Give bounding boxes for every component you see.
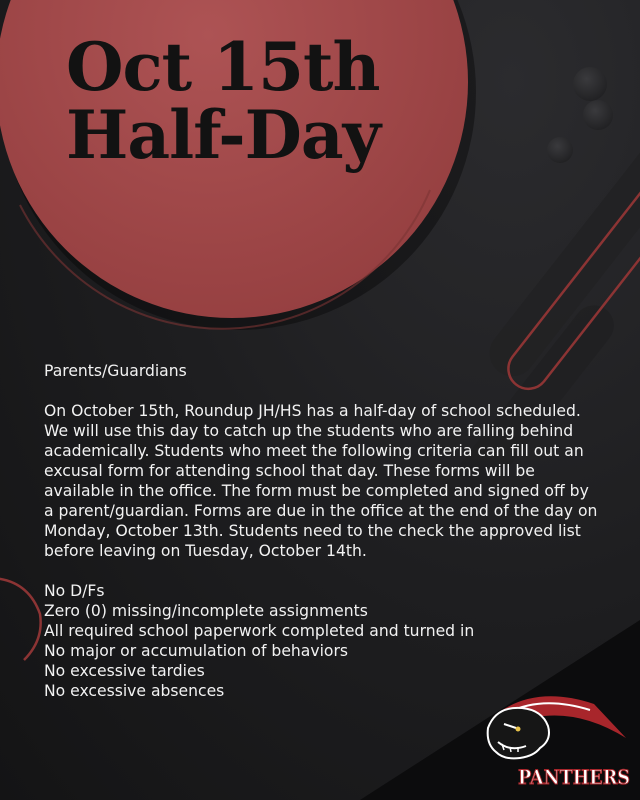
criteria-item: No D/Fs xyxy=(44,582,105,600)
decor-sphere-2 xyxy=(583,100,613,130)
body-text xyxy=(44,361,600,701)
criteria-item: No major or accumulation of behaviors xyxy=(44,642,348,660)
logo-text: PANTHERS xyxy=(518,765,630,789)
announcement-paragraph: On October 15th, Roundup JH/HS has a half-day of school scheduled. We will use this day to catch up the students who are falling behind academically. Students who meet the following criteria can fill out an excusal form for attending school that day. These forms will be available in the office. The form must be completed and signed off by a parent/guardian. Forms are due in the office at the end of the day on Monday, October 13th. Students need to the check the approved list before leaving on Tuesday, October 14th. xyxy=(44,402,598,560)
title-line-1: Oct 15th xyxy=(66,28,380,106)
criteria-item: No excessive absences xyxy=(44,682,225,700)
salutation: Parents/Guardians xyxy=(44,362,187,380)
criteria-item: All required school paperwork completed and turned in xyxy=(44,622,475,640)
criteria-item: No excessive tardies xyxy=(44,662,205,680)
decor-sphere-3 xyxy=(547,137,573,163)
criteria-item: Zero (0) missing/incomplete assignments xyxy=(44,602,368,620)
decor-sphere-1 xyxy=(573,67,607,101)
decor-arc-left xyxy=(0,578,41,660)
criteria-list xyxy=(44,581,600,701)
title-line-2: Half-Day xyxy=(66,96,380,174)
panthers-logo xyxy=(474,686,634,796)
